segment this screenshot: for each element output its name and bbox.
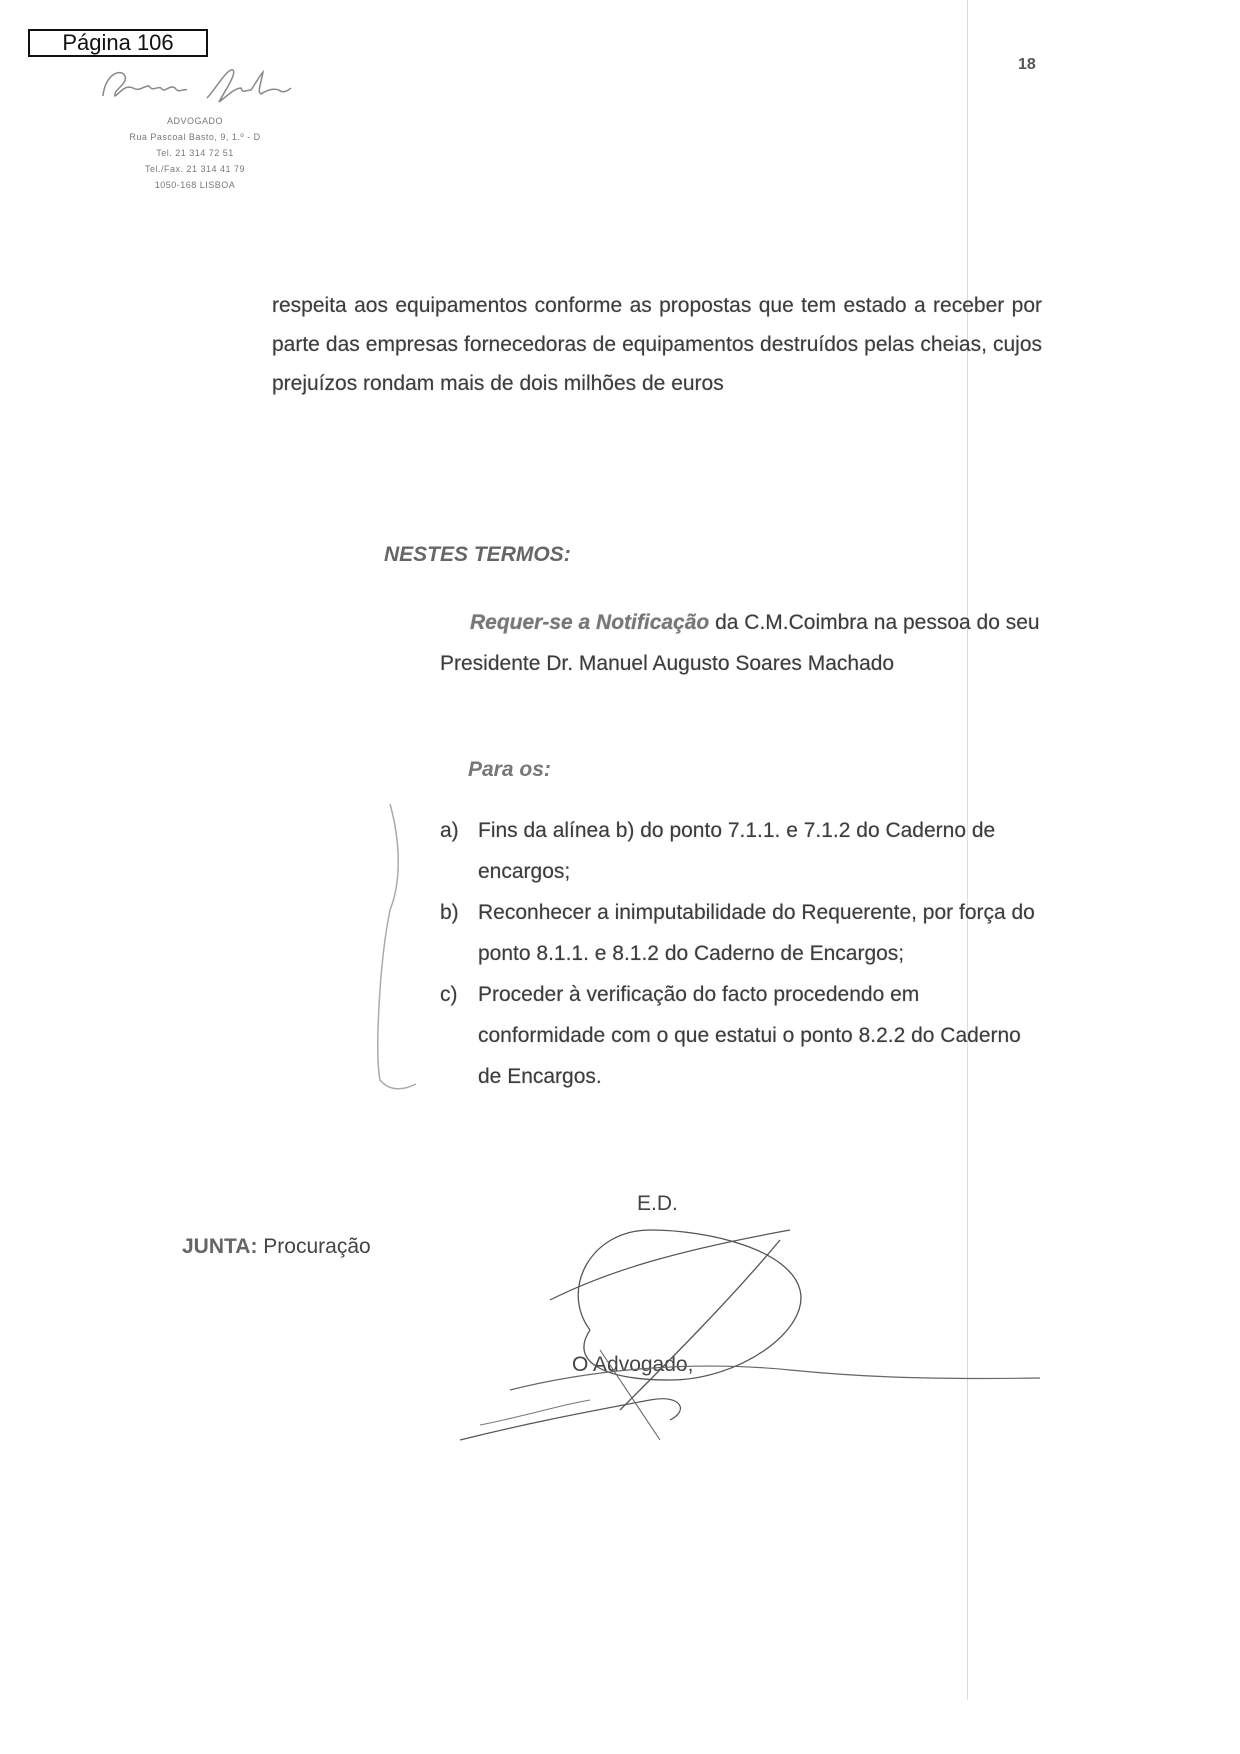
letterhead-line: Tel. 21 314 72 51 bbox=[156, 148, 234, 158]
letterhead bbox=[95, 60, 295, 193]
body-paragraph: respeita aos equipamentos conforme as propostas que tem estado a receber por parte das empresas fornecedoras de equipamentos destruídos pelas cheias, cujos prejuízos rondam mais de dois milhões de euros bbox=[272, 294, 1042, 395]
request-lead: Requer-se a Notificação bbox=[470, 611, 710, 634]
handwritten-signature bbox=[450, 1210, 1050, 1450]
attachment-value: Procuração bbox=[257, 1235, 371, 1258]
list-item-text: Proceder à verificação do facto procedendo em conformidade com o que estatui o ponto 8.2.2 do Caderno de Encargos. bbox=[478, 983, 1021, 1088]
letterhead-line: Rua Pascoal Basto, 9, 1.º - D bbox=[129, 132, 261, 142]
handwritten-bracket-mark bbox=[360, 800, 430, 1100]
letterhead-signature bbox=[95, 60, 295, 108]
list-marker: a) bbox=[440, 819, 459, 842]
attachment-note bbox=[182, 1235, 371, 1259]
list-marker: c) bbox=[440, 983, 458, 1006]
closing-ed: E.D. bbox=[637, 1192, 678, 1215]
letterhead-line: ADVOGADO bbox=[166, 116, 223, 126]
request-paragraph bbox=[440, 602, 1040, 684]
signer-label: O Advogado, bbox=[572, 1353, 694, 1376]
para-os-label: Para os: bbox=[468, 758, 551, 781]
list-item-text: Fins da alínea b) do ponto 7.1.1. e 7.1.2 do Caderno de encargos; bbox=[478, 819, 996, 883]
request-items-list bbox=[440, 810, 1040, 1097]
list-marker: b) bbox=[440, 901, 459, 924]
list-item-text: Reconhecer a inimputabilidade do Requerente, por força do ponto 8.1.1. e 8.1.2 do Caderno de Encargos; bbox=[478, 901, 1035, 965]
page-label: Página 106 bbox=[28, 29, 208, 57]
list-item bbox=[440, 974, 1040, 1097]
letterhead-line: Tel./Fax. 21 314 41 79 bbox=[144, 164, 246, 174]
list-item bbox=[440, 892, 1040, 974]
list-item bbox=[440, 810, 1040, 892]
section-heading: NESTES TERMOS: bbox=[384, 543, 571, 566]
letterhead-line: 1050-168 LISBOA bbox=[154, 180, 236, 190]
request-text: da C.M.Coimbra na pessoa do seu Presidente Dr. Manuel Augusto Soares Machado bbox=[440, 611, 1040, 675]
page-number: 18 bbox=[1018, 56, 1036, 73]
attachment-label: JUNTA: bbox=[182, 1235, 258, 1258]
